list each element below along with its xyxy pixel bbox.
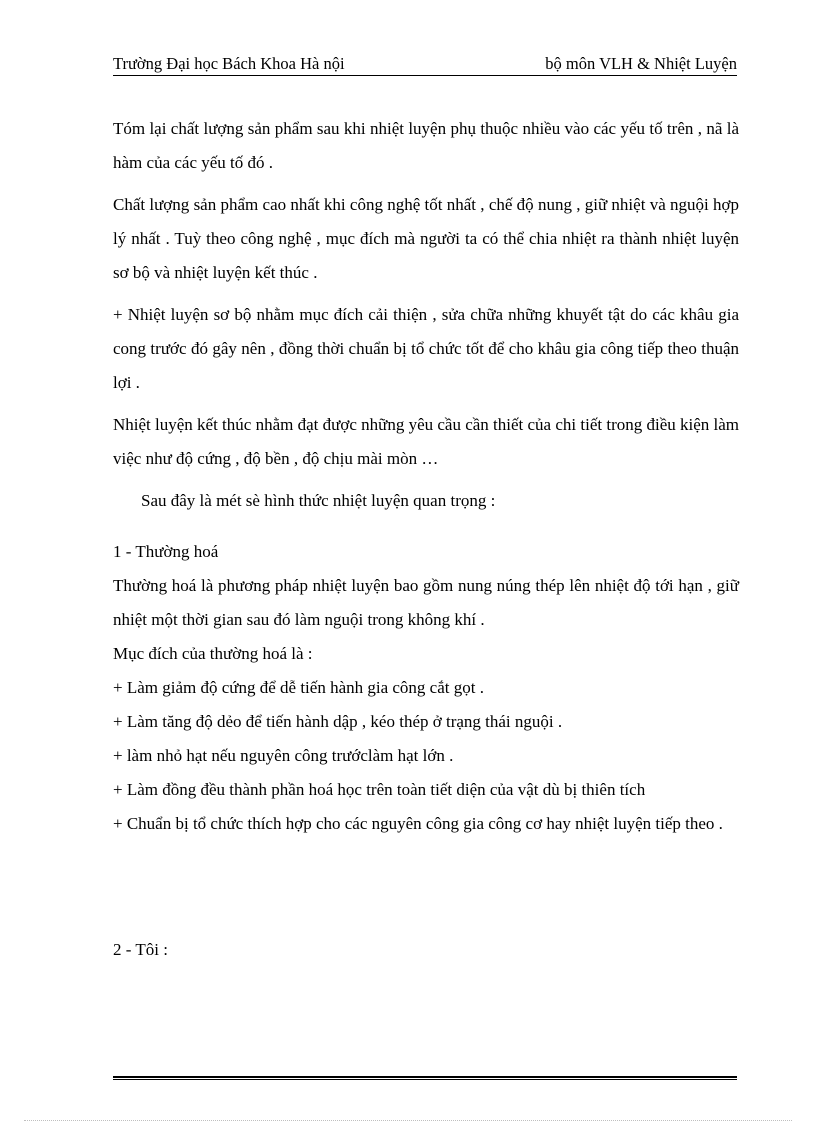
paragraph-quality: Chất lượng sản phẩm cao nhất khi công nghệ tốt nhất , chế độ nung , giữ nhiệt và nguội hợp lý nhất . Tuỳ theo công nghệ , mục đích mà người ta có thể chia nhiệt ra thành nhiệt luyện sơ bộ và nhiệt luyện kết thúc . xyxy=(113,195,739,282)
list-item: + làm nhỏ hạt nếu nguyên công trướclàm hạt lớn . xyxy=(113,746,454,765)
paragraph-intro: Sau đây là mét sè hình thức nhiệt luyện quan trọng : xyxy=(141,491,496,510)
list-item: + Làm đồng đều thành phần hoá học trên toàn tiết diện của vật dù bị thiên tích xyxy=(113,780,646,799)
page-header xyxy=(113,54,737,76)
header-university: Trường Đại học Bách Khoa Hà nội xyxy=(113,54,345,73)
page-content xyxy=(113,112,739,967)
section-heading-normalizing: 1 - Thường hoá xyxy=(113,542,219,561)
list-item: + Làm tăng độ dẻo để tiến hành dập , kéo thép ở trạng thái nguội . xyxy=(113,712,563,731)
paragraph-summary: Tóm lại chất lượng sản phẩm sau khi nhiệt luyện phụ thuộc nhiều vào các yếu tố trên , nã là hàm của các yếu tố đó . xyxy=(113,119,739,172)
section-heading-quenching: 2 - Tôi : xyxy=(113,940,168,959)
footer-rule xyxy=(113,1076,737,1080)
header-department: bộ môn VLH & Nhiệt Luyện xyxy=(545,54,737,73)
paragraph-final: Nhiệt luyện kết thúc nhằm đạt được những yêu cầu cần thiết của chi tiết trong điều kiện làm việc như độ cứng , độ bền , độ chịu mài mòn … xyxy=(113,415,740,468)
page-edge xyxy=(24,1120,792,1121)
list-item: + Chuẩn bị tổ chức thích hợp cho các nguyên công gia công cơ hay nhiệt luyện tiếp theo . xyxy=(113,814,723,833)
list-item: + Làm giảm độ cứng để dễ tiến hành gia công cắt gọt . xyxy=(113,678,484,697)
header-rule xyxy=(113,75,737,76)
normalizing-purpose-label: Mục đích của thường hoá là : xyxy=(113,644,313,663)
paragraph-preliminary: + Nhiệt luyện sơ bộ nhằm mục đích cải thiện , sửa chữa những khuyết tật do các khâu gia cong trước đó gây nên , đồng thời chuẩn bị tổ chức tốt để cho khâu gia công tiếp theo thuận lợi . xyxy=(113,305,739,392)
normalizing-definition: Thường hoá là phương pháp nhiệt luyện bao gồm nung núng thép lên nhiệt độ tới hạn , giữ nhiệt một thời gian sau đó làm nguội trong không khí . xyxy=(113,576,739,629)
